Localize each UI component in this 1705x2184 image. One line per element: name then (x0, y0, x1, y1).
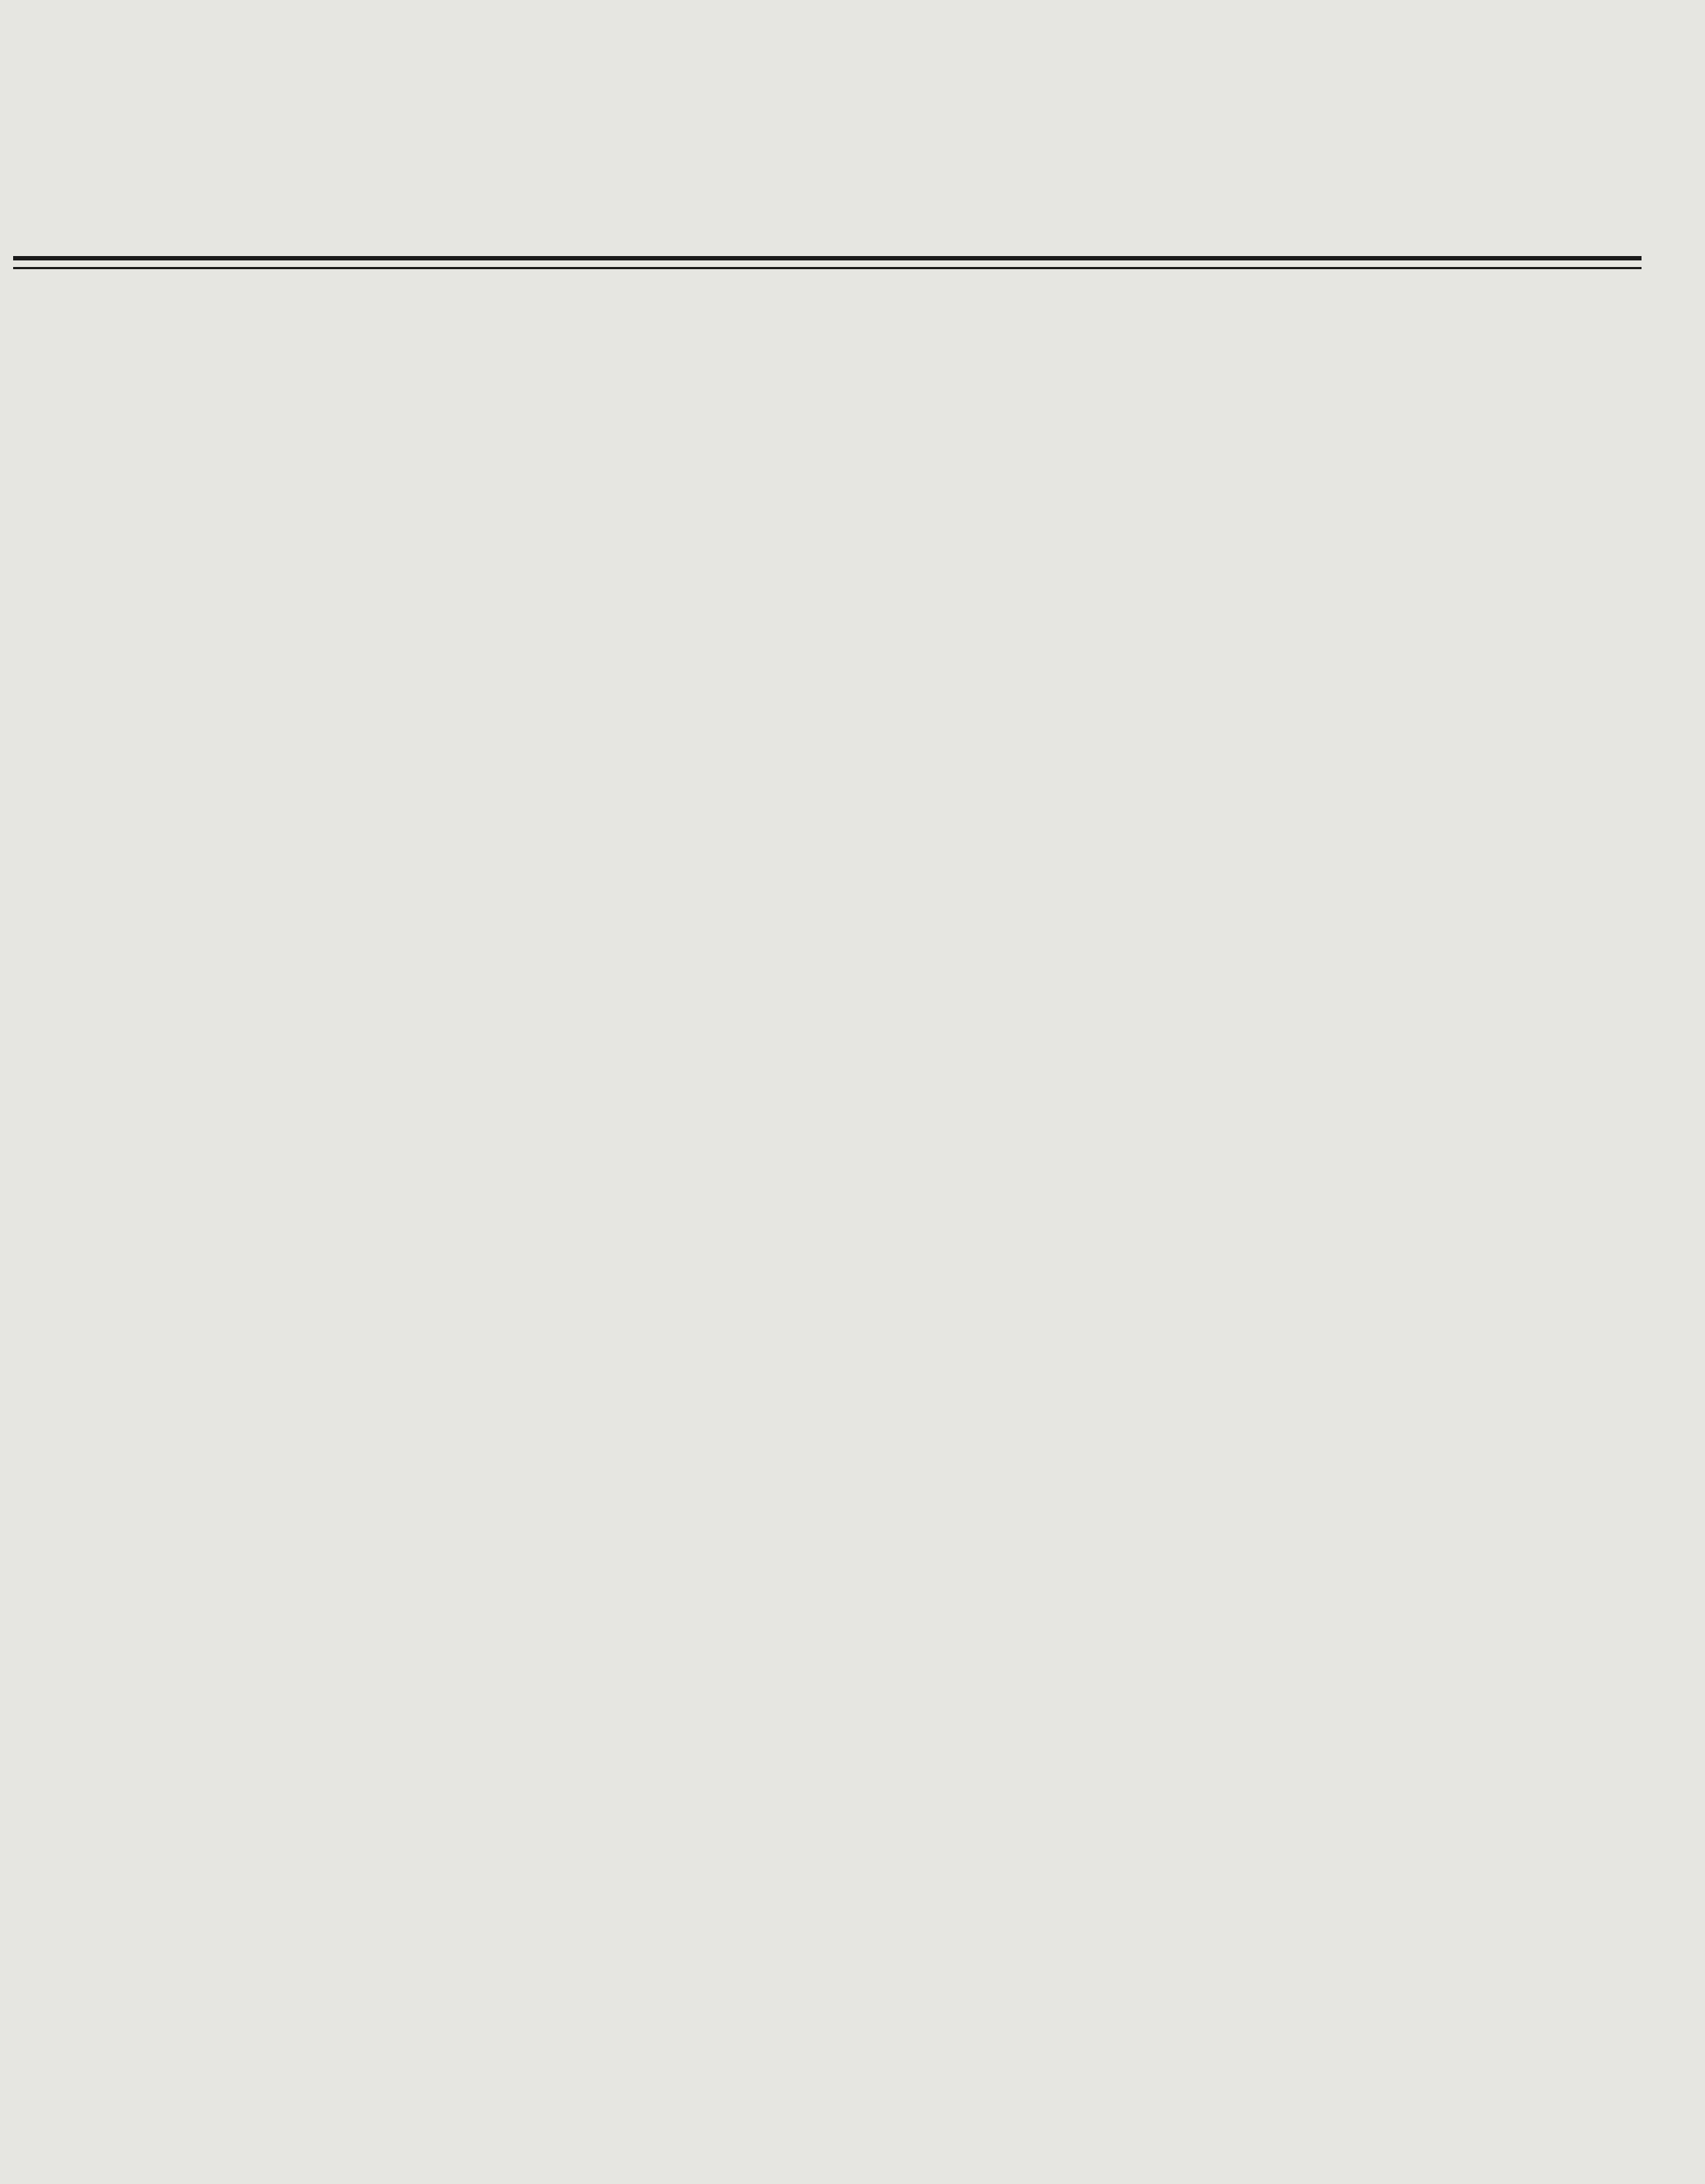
top-rule-thin (13, 267, 1642, 269)
top-rule (13, 256, 1642, 260)
